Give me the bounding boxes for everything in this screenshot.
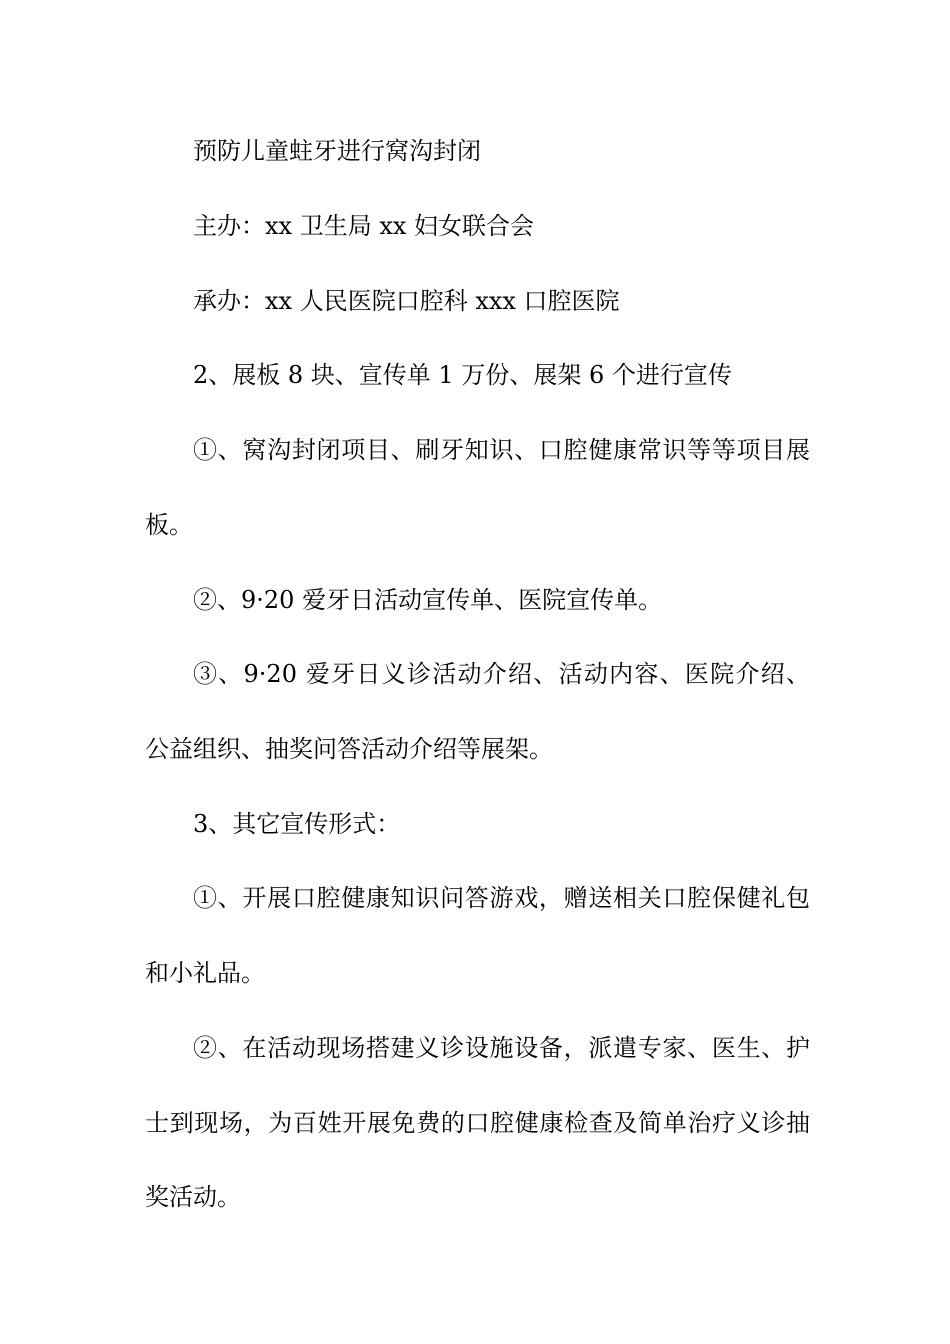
paragraph-line: 奖活动。 (145, 1183, 241, 1211)
paragraph-line: 板。 (145, 511, 193, 539)
paragraph-line: ①、窝沟封闭项目、刷牙知识、口腔健康常识等等项目展 (193, 436, 810, 464)
paragraph-line: 和小礼品。 (145, 959, 265, 987)
co-organizer-line: 承办：xx 人民医院口腔科 xxx 口腔医院 (193, 287, 620, 315)
paragraph-line: ①、开展口腔健康知识问答游戏，赠送相关口腔保健礼包 (193, 884, 810, 912)
paragraph-line: ②、在活动现场搭建义诊设施设备，派遣专家、医生、护 (193, 1034, 810, 1062)
paragraph-line: 公益组织、抽奖问答活动介绍等展架。 (145, 735, 553, 763)
paragraph-line: ②、9·20 爱牙日活动宣传单、医院宣传单。 (193, 586, 663, 614)
section-3-line: 3、其它宣传形式： (193, 810, 401, 838)
organizer-line: 主办：xx 卫生局 xx 妇女联合会 (193, 212, 535, 240)
paragraph-line: ③、9·20 爱牙日义诊活动介绍、活动内容、医院介绍、 (193, 660, 810, 688)
heading-line: 预防儿童蛀牙进行窝沟封闭 (193, 137, 481, 165)
paragraph-line: 士到现场，为百姓开展免费的口腔健康检查及简单治疗义诊抽 (145, 1109, 810, 1137)
section-2-line: 2、展板 8 块、宣传单 1 万份、展架 6 个进行宣传 (193, 361, 732, 389)
